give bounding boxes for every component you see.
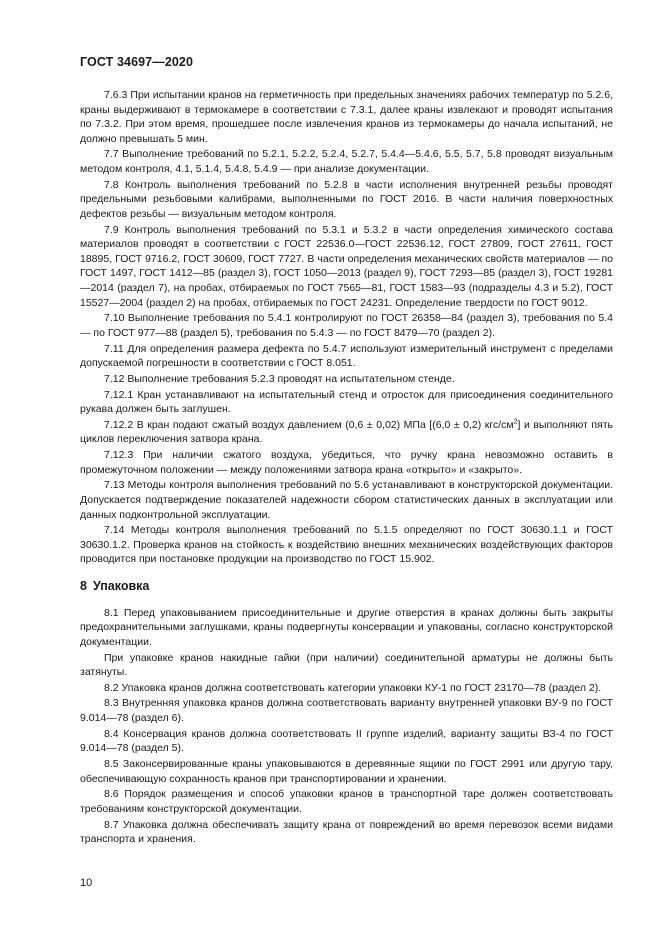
section-heading-8 — [80, 579, 613, 594]
para-7-12-3: 7.12.3 При наличии сжатого воздуха, убедиться, что ручку крана невозможно оставить в промежуточном положении — между положениями затвора крана «открыто» и «закрыто». — [80, 449, 613, 476]
section-8-body — [80, 606, 613, 847]
page-number: 10 — [80, 877, 93, 889]
page-content — [80, 88, 613, 848]
para-8-1: 8.1 Перед упаковыванием присоединительные и другие отверстия в кранах должны быть закрыты предохранительными заглушками, краны подвергнуты консервации и упакованы, согласно конструкторской документации. — [80, 606, 613, 648]
para-8-1-b: При упаковке кранов накидные гайки (при наличии) соединительной арматуры не должны быть затянуты. — [80, 651, 613, 679]
para-7-11: 7.11 Для определения размера дефекта по 5.4.7 используют измерительный инструмент с пределами допускаемой погрешности в соответствии с ГОСТ 8.051. — [80, 342, 613, 370]
para-8-4: 8.4 Консервация кранов должна соответствовать II группе изделий, варианту защиты ВЗ-4 по ГОСТ 9.014—78 (раздел 5). — [80, 727, 613, 755]
superscript-exponent: 2 — [513, 418, 518, 426]
para-8-5: 8.5 Законсервированные краны упаковываются в деревянные ящики по ГОСТ 2991 или другую тару, обеспечивающую сохранность кранов при транспортировании и хранении. — [80, 758, 613, 785]
section-7-end — [80, 448, 613, 567]
standard-header: ГОСТ 34697—2020 — [80, 55, 194, 69]
para-7-12-2-text-b: ] и выполняют пять циклов переключения затвора крана. — [80, 418, 614, 446]
para-7-12-1: 7.12.1 Кран устанавливают на испытательный стенд и отросток для присоединения соединительного рукава должен быть заглушен. — [80, 388, 613, 416]
para-7-12-2-text-a: 7.12.2 В кран подают сжатый воздух давлением (0,6 ± 0,02) МПа [(6,0 ± 0,2) кгс/см — [104, 418, 514, 431]
para-7-9: 7.9 Контроль выполнения требований по 5.3.1 и 5.3.2 в части определения химического состава материалов проводят в соответствии с ГОСТ 22536.0—ГОСТ 22536.12, ГОСТ 27809, ГОСТ 27611, ГОСТ 18895, ГОСТ 9716.2, ГОСТ 30609, ГОСТ 7727. В части определения механических свойств материалов — по ГОСТ 1497, ГОСТ 1412—85 (раздел 3), ГОСТ 1050—2013 (раздел 9), ГОСТ 7293—85 (раздел 3), ГОСТ 19281—2014 (раздел 7), на пробах, отбираемых по ГОСТ 7565—81, ГОСТ 1583—93 (подразделы 4.3 и 5.2), ГОСТ 15527—2004 (раздел 2) на пробах, отбираемых по ГОСТ 24231. Определение твердости по ГОСТ 9012. — [80, 223, 613, 309]
section-7-continued — [80, 88, 613, 417]
para-8-6: 8.6 Порядок размещения и способ упаковки кранов в транспортной таре должен соответствовать требованиям конструкторской документации. — [80, 788, 613, 815]
para-7-12: 7.12 Выполнение требования 5.2.3 проводят на испытательном стенде. — [104, 372, 455, 385]
para-8-3: 8.3 Внутренняя упаковка кранов должна соответствовать варианту внутренней упаковки ВУ-9 по ГОСТ 9.014—78 (раздел 6). — [80, 697, 613, 725]
para-7-7: 7.7 Выполнение требований по 5.2.1, 5.2.2, 5.2.4, 5.2.7, 5.4.4—5.4.6, 5.5, 5.7, 5.8 проводят визуальным методом контроля, 4.1, 5.1.4, 5.4.8, 5.4.9 — при анализе документации. — [80, 148, 613, 176]
para-7-10: 7.10 Выполнение требования по 5.4.1 контролируют по ГОСТ 26358—84 (раздел 3), требования по 5.4 — по ГОСТ 977—88 (раздел 5), требования по 5.4.3 — по ГОСТ 8479—70 (раздел 2). — [80, 312, 613, 339]
para-7-6-3: 7.6.3 При испытании кранов на герметичность при предельных значениях рабочих температур по 5.2.6, краны выдерживают в термокамере в соответствии с 7.3.1, далее краны извлекают и проводят испытания по 7.3.2. При этом время, прошедшее после извлечения кранов из термокамеры до начала испытаний, не должно превышать 5 мин. — [80, 89, 613, 145]
para-7-14: 7.14 Методы контроля выполнения требований по 5.1.5 определяют по ГОСТ 30630.1.1 и ГОСТ 30630.1.2. Проверка кранов на стойкость к воздействию внешних механических воздействующих факторов проводится при постановке продукции на производство по ГОСТ 15.902. — [80, 524, 613, 566]
section-title-text: Упаковка — [92, 579, 150, 594]
para-7-8: 7.8 Контроль выполнения требований по 5.2.8 в части исполнения внутренней резьбы проводят предельными резьбовыми калибрами, выполненными по ГОСТ 2016. В части наличия поверхностных дефектов резьбы — визуальным методом контроля. — [80, 178, 613, 220]
para-7-13: 7.13 Методы контроля выполнения требований по 5.6 устанавливают в конструкторской документации. Допускается подтверждение показателей надежности сбором статистических данных в эксплуатации или данных подконтрольной эксплуатации. — [80, 479, 613, 521]
para-7-12-2 — [80, 418, 613, 447]
para-8-7: 8.7 Упаковка должна обеспечивать защиту крана от повреждений во время перевозок всеми видами транспорта и хранения. — [80, 818, 613, 846]
para-8-2: 8.2 Упаковка кранов должна соответствовать категории упаковки КУ-1 по ГОСТ 23170—78 (раздел 2). — [104, 681, 602, 694]
section-number: 8 — [80, 579, 87, 594]
